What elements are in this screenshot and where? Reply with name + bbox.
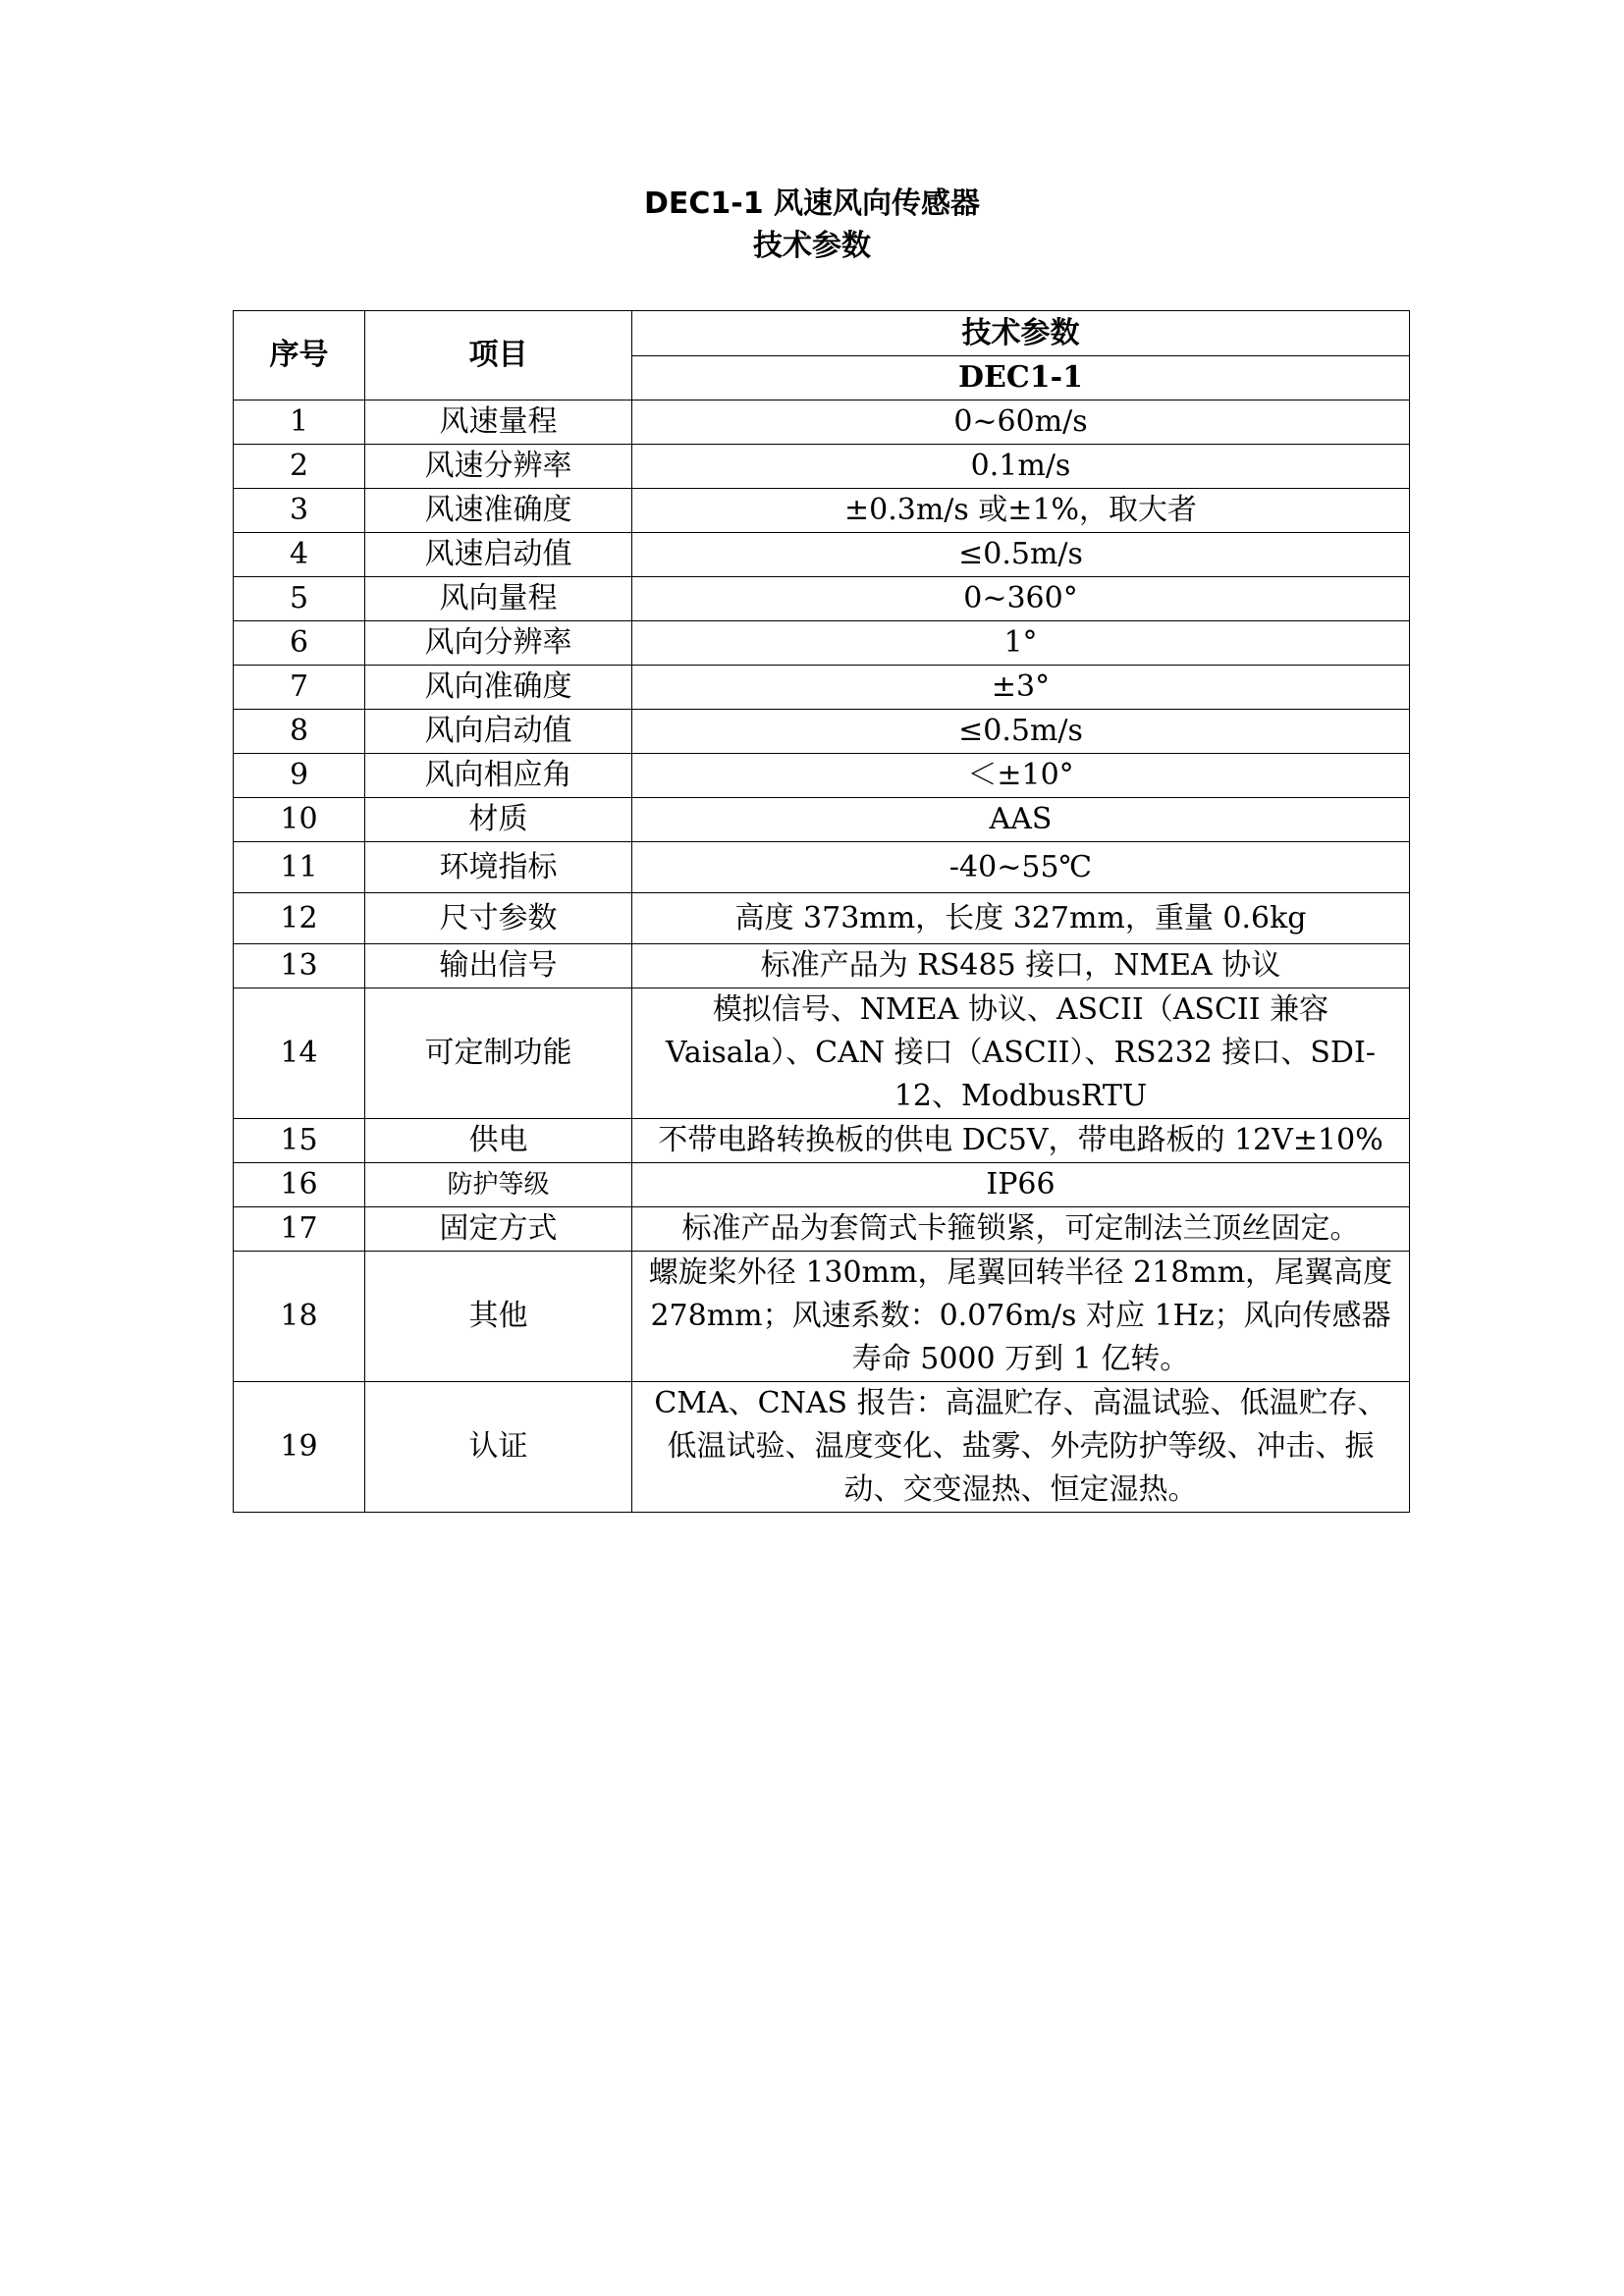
row-value: ≤0.5m/s [632, 533, 1410, 577]
row-item: 尺寸参数 [365, 893, 632, 944]
row-value: 模拟信号、NMEA 协议、ASCII（ASCII 兼容 Vaisala）、CAN 接口（ASCII）、RS232 接口、SDI-12、ModbusRTU [632, 988, 1410, 1119]
row-value: 0~360° [632, 577, 1410, 621]
row-value: IP66 [632, 1163, 1410, 1207]
row-index: 8 [234, 710, 365, 754]
row-index: 18 [234, 1252, 365, 1382]
table-row [234, 445, 1410, 489]
row-index: 19 [234, 1382, 365, 1513]
row-index: 3 [234, 489, 365, 533]
row-value: 标准产品为 RS485 接口，NMEA 协议 [632, 944, 1410, 988]
row-item: 风向准确度 [365, 666, 632, 710]
row-value: -40~55℃ [632, 842, 1410, 893]
table-row [234, 1163, 1410, 1207]
row-index: 2 [234, 445, 365, 489]
row-value: ＜±10° [632, 754, 1410, 798]
row-item: 认证 [365, 1382, 632, 1513]
row-index: 9 [234, 754, 365, 798]
row-item: 风速分辨率 [365, 445, 632, 489]
row-item: 风速准确度 [365, 489, 632, 533]
row-item: 风向相应角 [365, 754, 632, 798]
row-index: 16 [234, 1163, 365, 1207]
table-row [234, 1382, 1410, 1513]
table-row [234, 577, 1410, 621]
table-row [234, 988, 1410, 1119]
document-title: DEC1-1 风速风向传感器 [643, 187, 981, 221]
row-value: ±3° [632, 666, 1410, 710]
title-block [0, 183, 1624, 267]
row-item: 其他 [365, 1252, 632, 1382]
row-value: 高度 373mm，长度 327mm，重量 0.6kg [632, 893, 1410, 944]
table-row [234, 1252, 1410, 1382]
row-index: 12 [234, 893, 365, 944]
row-value: AAS [632, 798, 1410, 842]
row-item: 风向启动值 [365, 710, 632, 754]
table-row [234, 1119, 1410, 1163]
table-row [234, 533, 1410, 577]
row-item: 风速量程 [365, 400, 632, 445]
row-item: 环境指标 [365, 842, 632, 893]
table-row [234, 1207, 1410, 1252]
table-row [234, 710, 1410, 754]
header-item: 项目 [365, 311, 632, 400]
row-item: 输出信号 [365, 944, 632, 988]
row-value: 螺旋桨外径 130mm，尾翼回转半径 218mm，尾翼高度 278mm；风速系数：0.076m/s 对应 1Hz；风向传感器寿命 5000 万到 1 亿转。 [632, 1252, 1410, 1382]
row-item: 防护等级 [365, 1163, 632, 1207]
header-spec: 技术参数 [632, 311, 1410, 356]
row-item: 可定制功能 [365, 988, 632, 1119]
row-index: 4 [234, 533, 365, 577]
row-item: 风向分辨率 [365, 621, 632, 666]
table-row [234, 842, 1410, 893]
row-item: 风向量程 [365, 577, 632, 621]
row-value: ±0.3m/s 或±1%，取大者 [632, 489, 1410, 533]
table-row [234, 666, 1410, 710]
document-subtitle: 技术参数 [753, 229, 871, 263]
row-item: 材质 [365, 798, 632, 842]
table-row [234, 944, 1410, 988]
row-item: 供电 [365, 1119, 632, 1163]
row-index: 13 [234, 944, 365, 988]
table-header-row [234, 311, 1410, 356]
row-index: 11 [234, 842, 365, 893]
row-item: 风速启动值 [365, 533, 632, 577]
row-index: 10 [234, 798, 365, 842]
row-value: 标准产品为套筒式卡箍锁紧，可定制法兰顶丝固定。 [632, 1207, 1410, 1252]
table-row [234, 754, 1410, 798]
row-index: 7 [234, 666, 365, 710]
row-index: 5 [234, 577, 365, 621]
row-index: 17 [234, 1207, 365, 1252]
row-value: CMA、CNAS 报告：高温贮存、高温试验、低温贮存、低温试验、温度变化、盐雾、外壳防护等级、冲击、振动、交变湿热、恒定湿热。 [632, 1382, 1410, 1513]
header-index: 序号 [234, 311, 365, 400]
row-index: 1 [234, 400, 365, 445]
header-model: DEC1-1 [632, 356, 1410, 400]
table-row [234, 489, 1410, 533]
table-row [234, 621, 1410, 666]
table-row [234, 798, 1410, 842]
row-value: 0.1m/s [632, 445, 1410, 489]
spec-table [233, 310, 1410, 1513]
row-item: 固定方式 [365, 1207, 632, 1252]
row-value: 不带电路转换板的供电 DC5V，带电路板的 12V±10% [632, 1119, 1410, 1163]
row-value: 0~60m/s [632, 400, 1410, 445]
row-value: 1° [632, 621, 1410, 666]
row-index: 15 [234, 1119, 365, 1163]
row-index: 6 [234, 621, 365, 666]
row-index: 14 [234, 988, 365, 1119]
table-row [234, 400, 1410, 445]
table-row [234, 893, 1410, 944]
row-value: ≤0.5m/s [632, 710, 1410, 754]
